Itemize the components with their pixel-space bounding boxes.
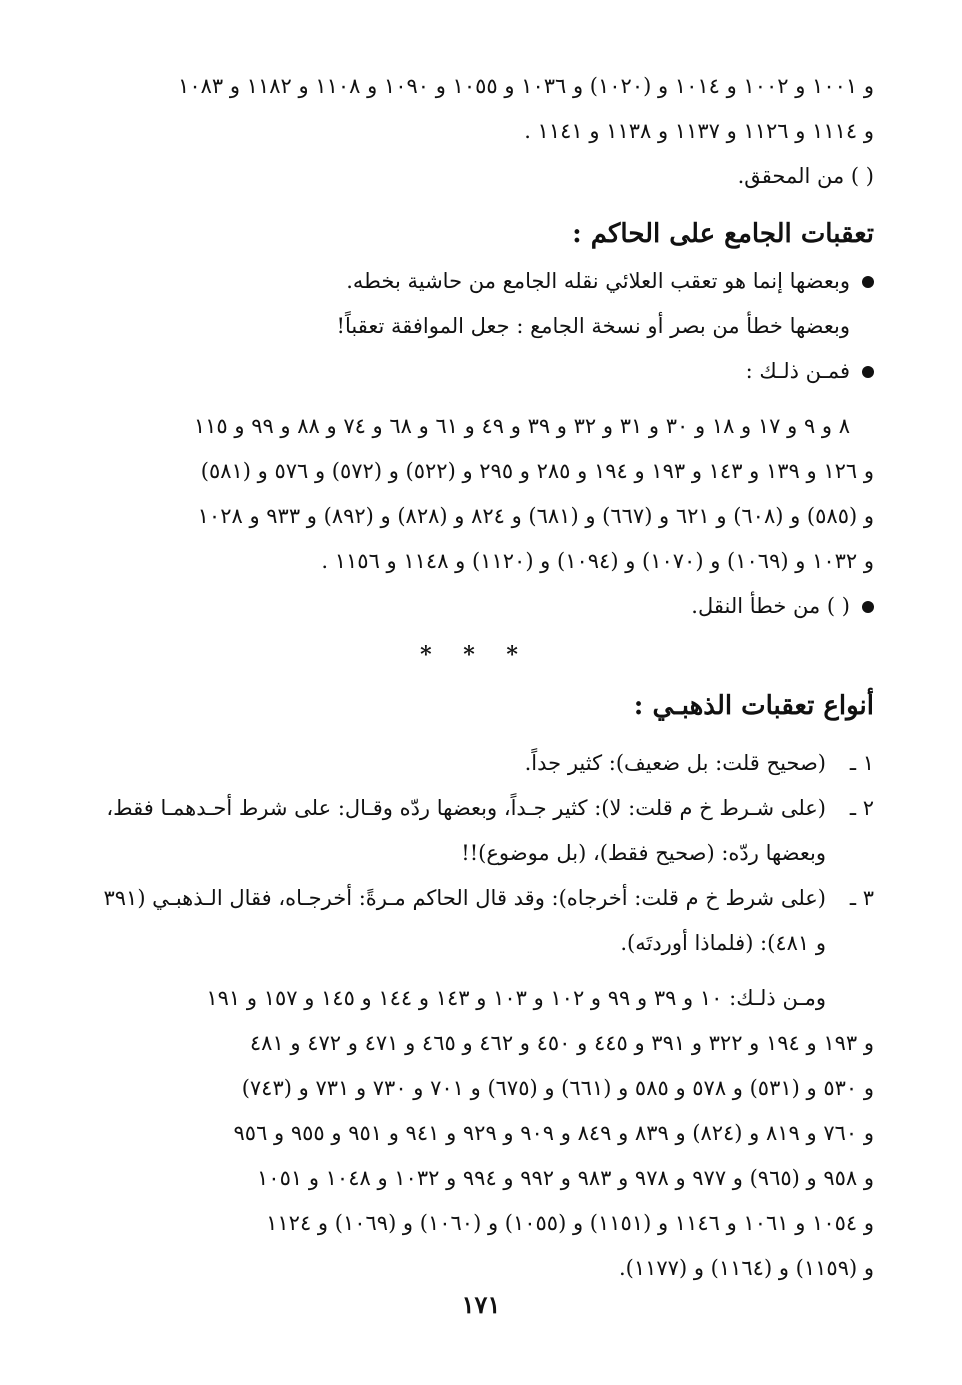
list-line: و ١٠٥٤ و ١٠٦١ و ١١٤٦ و (١١٥١) و (١٠٥٥) و (١٠٦٠) و (١٠٦٩) و ١١٢٤ <box>266 1211 874 1235</box>
item-number: ٢ ـ <box>849 796 874 820</box>
section-title-jami: تعقبات الجامع على الحاكم : <box>572 219 874 249</box>
top-list-line: و ١٠٠١ و ١٠٠٢ و ١٠١٤ و (١٠٢٠) و ١٠٣٦ و ١٠٥٥ و ١٠٩٠ و ١١٠٨ و ١١٨٢ و ١٠٨٣ <box>178 74 874 98</box>
item-number: ١ ـ <box>849 751 874 775</box>
section-title-dhahabi: أنواع تعقبات الذهبـي : <box>633 691 874 721</box>
item-line: وبعضها ردّه: (صحيح فقط)، (بل موضوع)!! <box>461 841 826 865</box>
item-line: و ٤٨١): (فلماذا أوردتَه). <box>620 931 826 955</box>
list-line: و ٥٣٠ و (٥٣١) و ٥٧٨ و ٥٨٥ و (٦٦١) و (٦٧٥) و ٧٠١ و ٧٣٠ و ٧٣١ و (٧٤٣) <box>241 1076 874 1100</box>
list-line: و ٧٦٠ و ٨١٩ و (٨٢٤) و ٨٣٩ و ٨٤٩ و ٩٠٩ و ٩٢٩ و ٩٤١ و ٩٥١ و ٩٥٥ و ٩٥٦ <box>233 1121 874 1145</box>
list-line: ومـن ذلـك: ١٠ و ٣٩ و ٩٩ و ١٠٢ و ١٠٣ و ١٤٣ و ١٤٤ و ١٤٥ و ١٥٧ و ١٩١ <box>206 986 826 1010</box>
bullet-dot-icon <box>862 366 874 378</box>
bullet-item <box>76 349 874 394</box>
bullet-item <box>76 584 874 629</box>
bullet-text: ( ) من خطأ النقل. <box>691 594 850 618</box>
list-line: و ١٠٣٢ و (١٠٦٩) و (١٠٧٠) و (١٠٩٤) و (١١٢٠) و ١١٤٨ و ١١٥٦ . <box>321 549 874 573</box>
item-line: (صحيح قلت: بل ضعيف): كثير جداً. <box>524 751 826 775</box>
numbered-item <box>76 876 874 966</box>
top-list-line: و ١١١٤ و ١١٢٦ و ١١٣٧ و ١١٣٨ و ١١٤١ . <box>524 119 874 143</box>
list-line: و ١٩٣ و ١٩٤ و ٣٢٢ و ٣٩١ و ٤٤٥ و ٤٥٠ و ٤٦٢ و ٤٦٥ و ٤٧١ و ٤٧٢ و ٤٨١ <box>249 1031 874 1055</box>
list-line: و (٥٨٥) و (٦٠٨) و ٦٢١ و (٦٦٧) و (٦٨١) و ٨٢٤ و (٨٢٨) و (٨٩٢) و ٩٣٣ و ١٠٢٨ <box>197 504 874 528</box>
bullet-text: فمـن ذلـك : <box>745 359 850 383</box>
page-number: ١٧١ <box>461 1290 501 1319</box>
numbered-item <box>76 741 874 786</box>
numbered-item <box>76 786 874 876</box>
top-number-list <box>76 64 874 154</box>
item-line: (على شـرط خ م قلت: لا): كثير جـداً، وبعضها ردّه وقـال: على شرط أحـدهمـا فقط، <box>106 796 826 820</box>
section2-number-list <box>76 976 874 1291</box>
bullet-dot-icon <box>862 276 874 288</box>
top-note: ( ) من المحقق. <box>737 164 874 188</box>
bullet-dot-icon <box>862 601 874 613</box>
bullet-text: وبعضها إنما هو تعقب العلائي نقله الجامع من حاشية بخطه. <box>346 269 850 293</box>
item-number: ٣ ـ <box>849 886 874 910</box>
list-line: و ١٢٦ و ١٣٩ و ١٤٣ و ١٩٣ و ١٩٤ و ٢٨٥ و ٢٩٥ و (٥٢٢) و (٥٧٢) و ٥٧٦ و (٥٨١) <box>200 459 874 483</box>
item-line: (على شرط خ م قلت: أخرجاه): وقد قال الحاكم مـرةً: أخرجـاه، فقال الـذهبـي (٣٩١ <box>103 886 826 910</box>
bullet-item <box>76 259 874 304</box>
list-line: و (١١٥٩) و (١١٦٤) و (١١٧٧). <box>618 1256 874 1280</box>
paragraph-line: وبعضها خطأ من بصر أو نسخة الجامع : جعل الموافقة تعقباً! <box>336 314 850 338</box>
section-divider: * * * <box>420 642 530 668</box>
list-line: ٨ و ٩ و ١٧ و ١٨ و ٣٠ و ٣١ و ٣٢ و ٣٩ و ٤٩ و ٦١ و ٦٨ و ٧٤ و ٨٨ و ٩٩ و ١١٥ <box>193 414 850 438</box>
section1-number-list <box>76 404 874 584</box>
list-line: و ٩٥٨ و (٩٦٥) و ٩٧٧ و ٩٧٨ و ٩٨٣ و ٩٩٢ و ٩٩٤ و ١٠٣٢ و ١٠٤٨ و ١٠٥١ <box>257 1166 874 1190</box>
